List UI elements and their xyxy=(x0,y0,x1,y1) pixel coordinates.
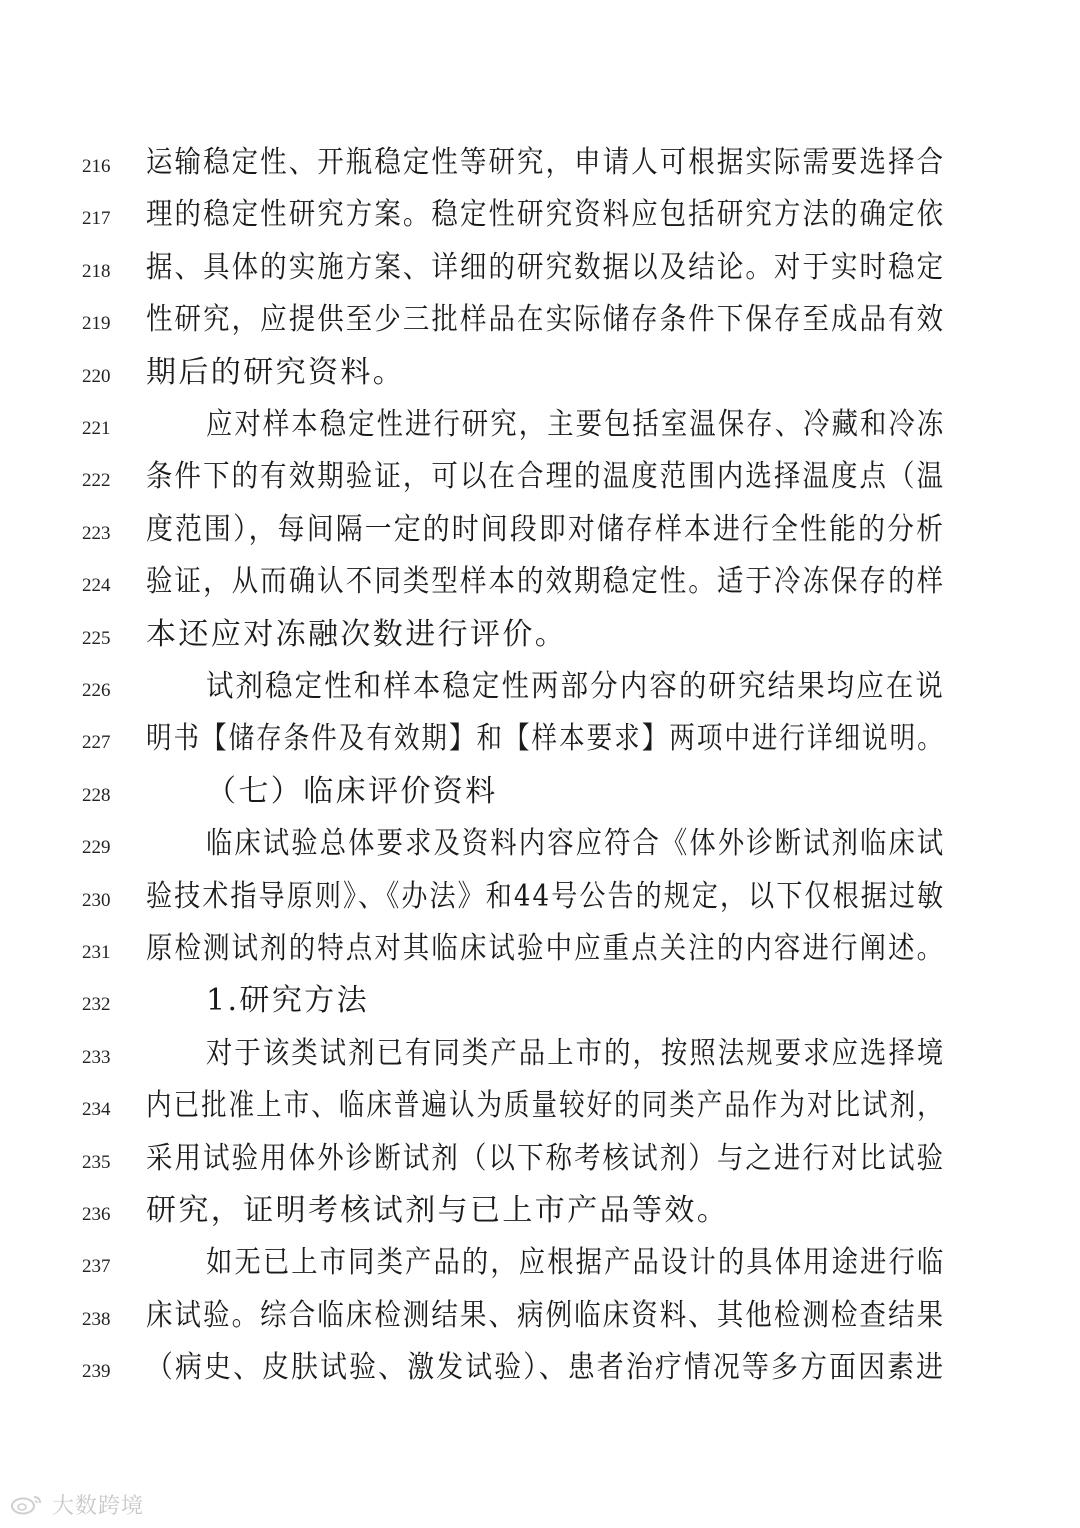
line-number: 221 xyxy=(82,418,111,439)
line-text: 1.研究方法 xyxy=(206,983,370,1019)
line-text: （七）临床评价资料 xyxy=(206,773,498,809)
line-number: 232 xyxy=(82,994,111,1016)
line-text: 内已批准上市、临床普遍认为质量较好的同类产品作为对比试剂， xyxy=(146,1088,945,1124)
document-line xyxy=(0,347,1080,399)
line-text: 床试验。综合临床检测结果、病例临床资料、其他检测检查结果 xyxy=(146,1297,946,1333)
line-number: 230 xyxy=(82,889,111,911)
document-line xyxy=(0,399,1080,451)
line-number: 231 xyxy=(82,942,111,963)
document-line xyxy=(0,871,1080,923)
line-number: 217 xyxy=(82,208,111,230)
document-line xyxy=(0,1028,1080,1080)
line-number: 238 xyxy=(82,1308,111,1330)
line-text: 条件下的有效期验证，可以在合理的温度范围内选择温度点（温 xyxy=(146,459,946,495)
line-text: 期后的研究资料。 xyxy=(146,354,406,390)
document-line xyxy=(0,661,1080,713)
line-text: （病史、皮肤试验、激发试验）、患者治疗情况等多方面因素进 xyxy=(146,1350,946,1386)
document-line xyxy=(0,818,1080,870)
line-number: 235 xyxy=(82,1151,111,1173)
weibo-logo-icon xyxy=(10,1493,46,1515)
line-number: 234 xyxy=(82,1099,111,1121)
line-number: 226 xyxy=(82,680,111,701)
line-number: 222 xyxy=(82,470,111,492)
document-line xyxy=(0,609,1080,661)
line-text: 明书【储存条件及有效期】和【样本要求】两项中进行详细说明。 xyxy=(146,721,945,757)
line-text: 采用试验用体外诊断试剂（以下称考核试剂）与之进行对比试验 xyxy=(146,1140,946,1176)
line-text: 运输稳定性、开瓶稳定性等研究，申请人可根据实际需要选择合 xyxy=(146,145,946,180)
document-line xyxy=(0,1237,1080,1289)
line-number: 224 xyxy=(82,575,111,597)
line-number: 227 xyxy=(82,732,111,754)
document-line xyxy=(0,189,1080,241)
line-text: 临床试验总体要求及资料内容应符合《体外诊断试剂临床试 xyxy=(206,826,946,862)
line-number: 236 xyxy=(82,1204,111,1225)
line-number: 218 xyxy=(82,260,111,282)
document-line xyxy=(0,975,1080,1027)
line-number: 216 xyxy=(82,156,111,177)
line-number: 223 xyxy=(82,522,111,544)
document-line xyxy=(0,923,1080,975)
document-line xyxy=(0,766,1080,818)
line-number: 219 xyxy=(82,313,111,335)
line-text: 理的稳定性研究方案。稳定性研究资料应包括研究方法的确定依 xyxy=(146,197,946,233)
watermark-text: 大数跨境 xyxy=(52,1493,145,1519)
line-text: 验证，从而确认不同类型样本的效期稳定性。适于冷冻保存的样 xyxy=(146,564,946,600)
line-number: 237 xyxy=(82,1256,111,1278)
document-line xyxy=(0,713,1080,765)
document-line xyxy=(0,1290,1080,1342)
document-line xyxy=(0,504,1080,556)
line-number: 228 xyxy=(82,784,111,806)
line-text: 度范围），每间隔一定的时间段即对储存样本进行全性能的分析 xyxy=(146,511,946,547)
document-line xyxy=(0,294,1080,346)
document-line xyxy=(0,1185,1080,1237)
watermark xyxy=(10,1488,144,1520)
line-text: 性研究，应提供至少三批样品在实际储存条件下保存至成品有效 xyxy=(146,302,946,338)
line-text: 应对样本稳定性进行研究，主要包括室温保存、冷藏和冷冻 xyxy=(206,407,946,442)
line-number: 233 xyxy=(82,1046,111,1068)
line-number: 225 xyxy=(82,627,111,649)
line-number: 229 xyxy=(82,837,111,859)
line-text: 据、具体的实施方案、详细的研究数据以及结论。对于实时稳定 xyxy=(146,249,946,285)
line-number: 239 xyxy=(82,1361,111,1383)
document-line xyxy=(0,242,1080,294)
line-text: 本还应对冻融次数进行评价。 xyxy=(146,616,568,652)
document-line xyxy=(0,137,1080,189)
line-text: 验技术指导原则》、《办法》和44号公告的规定，以下仅根据过敏 xyxy=(146,878,946,914)
line-text: 试剂稳定性和样本稳定性两部分内容的研究结果均应在说 xyxy=(206,669,945,704)
line-text: 如无已上市同类产品的，应根据产品设计的具体用途进行临 xyxy=(206,1245,946,1281)
line-number: 220 xyxy=(82,365,111,387)
document-line xyxy=(0,1133,1080,1185)
document-line xyxy=(0,451,1080,503)
document-line xyxy=(0,1080,1080,1132)
line-text: 研究，证明考核试剂与已上市产品等效。 xyxy=(146,1193,730,1228)
line-text: 对于该类试剂已有同类产品上市的，按照法规要求应选择境 xyxy=(206,1035,946,1071)
document-line xyxy=(0,1342,1080,1394)
line-text: 原检测试剂的特点对其临床试验中应重点关注的内容进行阐述。 xyxy=(146,931,946,966)
document-line xyxy=(0,556,1080,608)
